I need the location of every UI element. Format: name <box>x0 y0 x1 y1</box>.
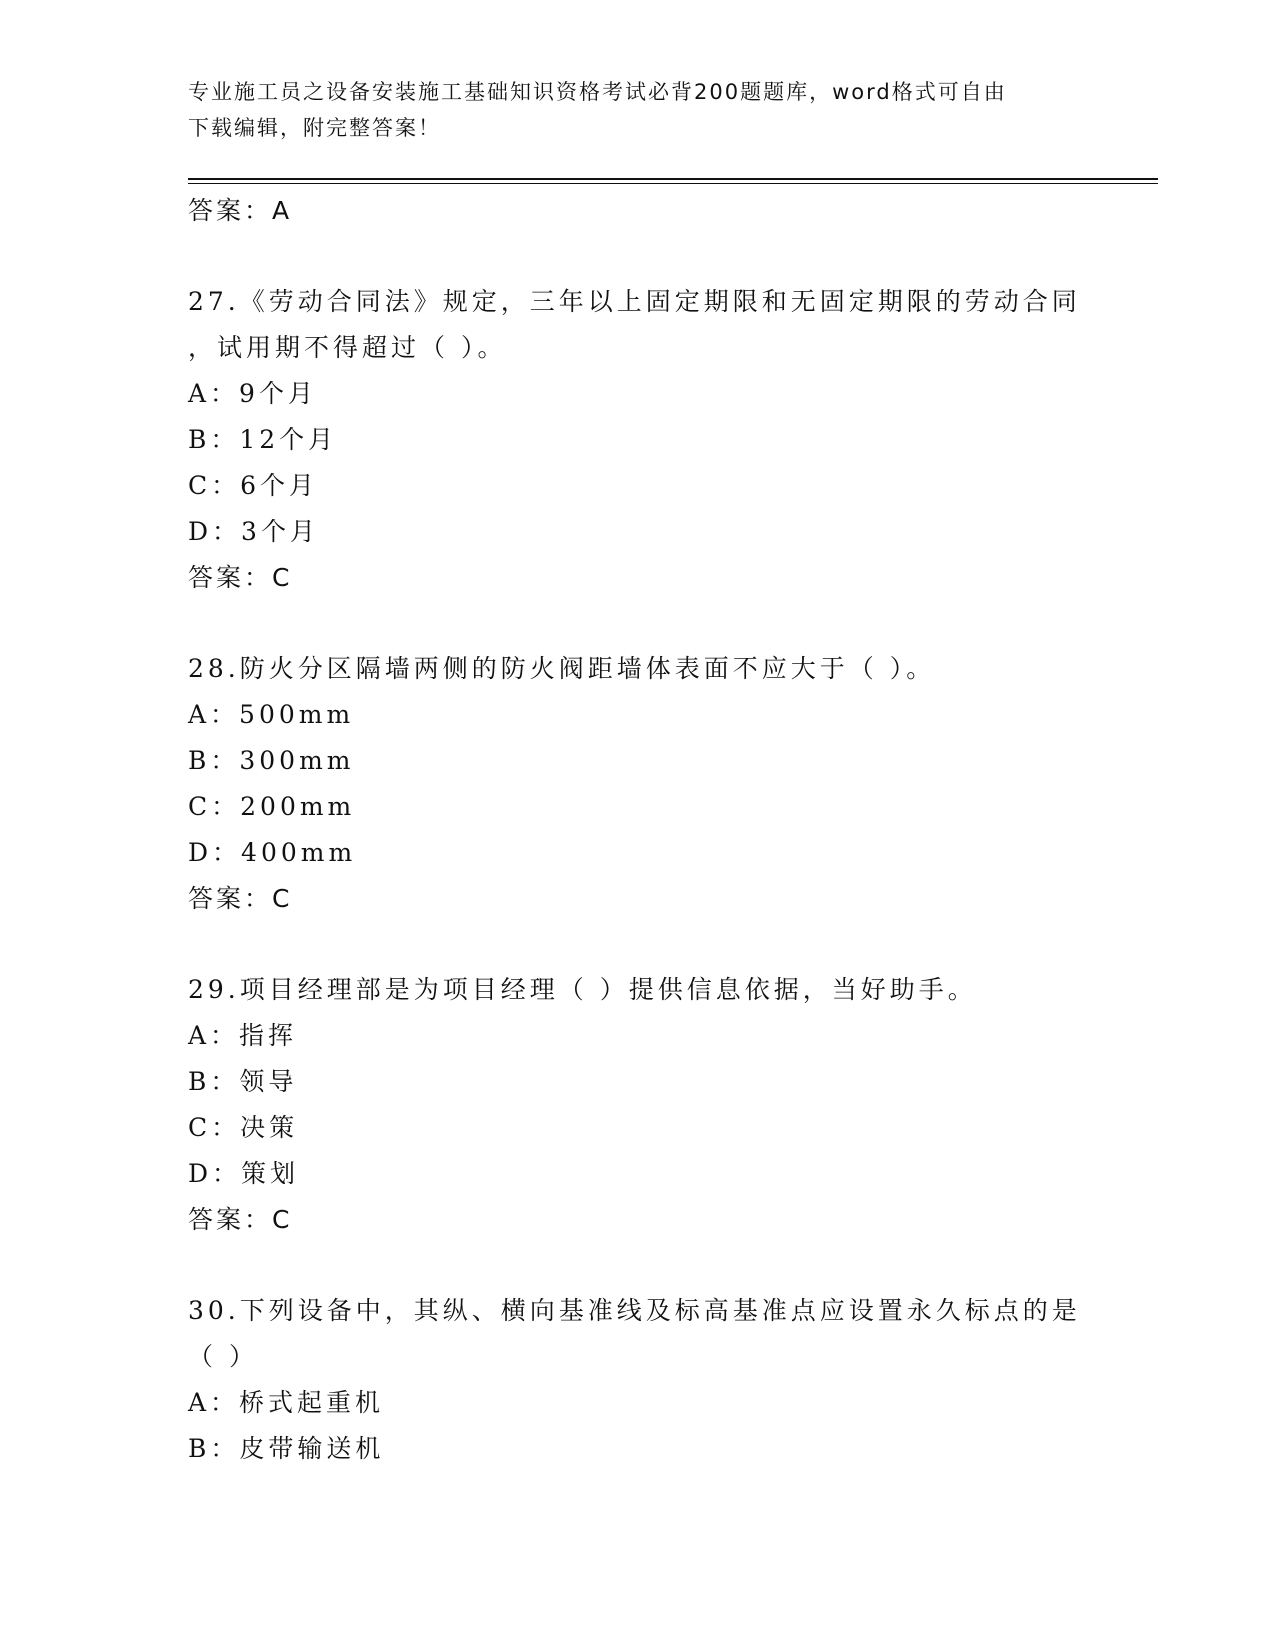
option-a: A：指挥 <box>188 1021 298 1050</box>
question-text-line: 30.下列设备中，其纵、横向基准线及标高基准点应设置永久标点的是 <box>188 1296 1081 1325</box>
option-a: A：9个月 <box>188 379 317 408</box>
option-c: C：6个月 <box>188 471 319 500</box>
header-rule-thin <box>188 183 1158 184</box>
answer: 答案：C <box>188 1205 293 1234</box>
option-a: A：桥式起重机 <box>188 1388 385 1417</box>
option-b: B：12个月 <box>188 425 338 454</box>
question-text-line: 29.项目经理部是为项目经理（ ）提供信息依据，当好助手。 <box>188 975 977 1004</box>
question-28 <box>188 646 1088 922</box>
question-text-line: ，试用期不得超过（ ）。 <box>188 333 507 362</box>
header-rule-thick <box>188 178 1158 180</box>
question-30 <box>188 1288 1088 1472</box>
option-d: D：400mm <box>188 838 357 867</box>
option-b: B：300mm <box>188 746 355 775</box>
question-27 <box>188 279 1088 601</box>
option-d: D：策划 <box>188 1159 300 1188</box>
question-text-line: （ ） <box>188 1342 258 1371</box>
option-c: C：200mm <box>188 792 356 821</box>
option-c: C：决策 <box>188 1113 299 1142</box>
question-text-line: 27.《劳动合同法》规定，三年以上固定期限和无固定期限的劳动合同 <box>188 287 1081 316</box>
option-b: B：领导 <box>188 1067 298 1096</box>
header-line-1: 专业施工员之设备安装施工基础知识资格考试必背200题题库，word格式可自由 <box>188 80 1007 104</box>
option-a: A：500mm <box>188 700 355 729</box>
previous-answer: 答案：A <box>188 196 293 225</box>
answer: 答案：C <box>188 884 293 913</box>
document-header <box>188 74 1088 146</box>
answer: 答案：C <box>188 563 293 592</box>
question-list <box>188 188 1088 1472</box>
question-29 <box>188 967 1088 1243</box>
option-b: B：皮带输送机 <box>188 1434 385 1463</box>
question-text-line: 28.防火分区隔墙两侧的防火阀距墙体表面不应大于（ ）。 <box>188 654 936 683</box>
header-line-2: 下载编辑，附完整答案！ <box>188 116 441 140</box>
option-d: D：3个月 <box>188 517 319 546</box>
